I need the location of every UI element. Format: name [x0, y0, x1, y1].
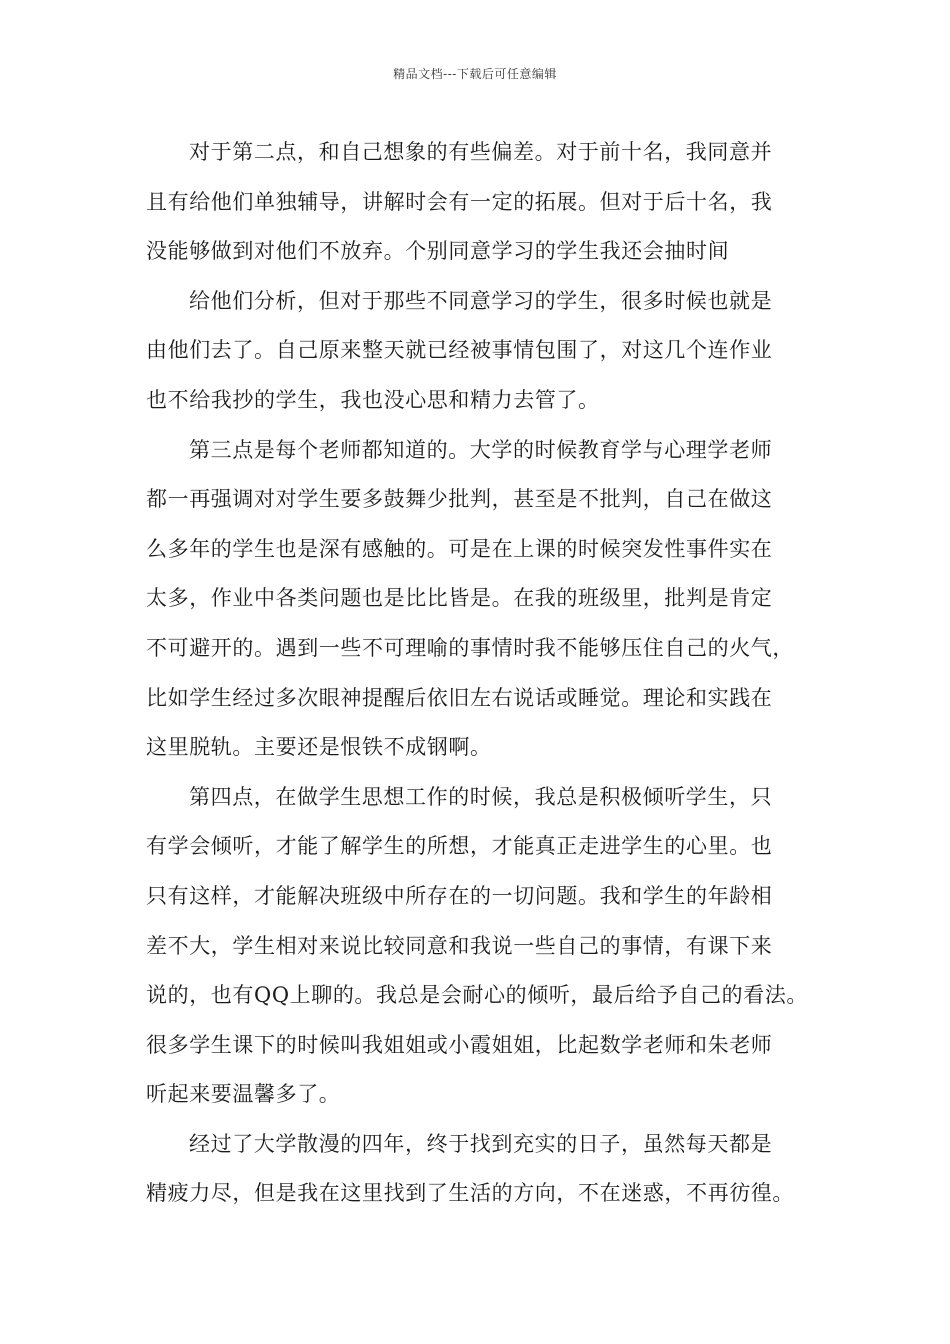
- text-line: 对于第二点，和自己想象的有些偏差。对于前十名，我同意并: [189, 140, 773, 164]
- text-line: 听起来要温馨多了。: [146, 1082, 341, 1107]
- text-line: 都一再强调对对学生要多鼓舞少批判，甚至是不批判，自己在做这: [146, 487, 773, 512]
- text-line: 比如学生经过多次眼神提醒后依旧左右说话或睡觉。理论和实践在: [146, 685, 773, 710]
- text-line: 有学会倾听，才能了解学生的所想，才能真正走进学生的心里。也: [146, 834, 773, 859]
- text-line: 说的，也有QQ上聊的。我总是会耐心的倾听，最后给予自己的看法。: [146, 983, 809, 1008]
- text-line: 也不给我抄的学生，我也没心思和精力去管了。: [146, 387, 600, 412]
- text-line: 么多年的学生也是深有感触的。可是在上课的时候突发性事件实在: [146, 536, 773, 561]
- text-line: 经过了大学散漫的四年，终于找到充实的日子，虽然每天都是: [189, 1131, 773, 1156]
- text-line: 由他们去了。自己原来整天就已经被事情包围了，对这几个连作业: [146, 338, 773, 363]
- text-line: 第三点是每个老师都知道的。大学的时候教育学与心理学老师: [189, 437, 773, 462]
- text-line: 不可避开的。遇到一些不可理喻的事情时我不能够压住自己的火气，: [146, 635, 794, 660]
- text-line: 差不大，学生相对来说比较同意和我说一些自己的事情，有课下来: [146, 933, 773, 958]
- text-line: 给他们分析，但对于那些不同意学习的学生，很多时候也就是: [189, 288, 773, 313]
- document-body: [146, 128, 826, 1219]
- text-line: 且有给他们单独辅导，讲解时会有一定的拓展。但对于后十名，我: [146, 189, 773, 214]
- page-header: 精品文档---下载后可任意编辑: [393, 67, 557, 81]
- text-line: 第四点，在做学生思想工作的时候，我总是积极倾听学生，只: [189, 784, 773, 809]
- text-line: 很多学生课下的时候叫我姐姐或小霞姐姐，比起数学老师和朱老师: [146, 1032, 773, 1057]
- text-line: 太多，作业中各类问题也是比比皆是。在我的班级里，批判是肯定: [146, 586, 773, 611]
- text-line: 只有这样，才能解决班级中所存在的一切问题。我和学生的年龄相: [146, 883, 773, 908]
- text-line: 这里脱轨。主要还是恨铁不成钢啊。: [146, 735, 492, 760]
- text-line: 没能够做到对他们不放弃。个别同意学习的学生我还会抽时间: [146, 239, 730, 264]
- text-line: 精疲力尽，但是我在这里找到了生活的方向，不在迷惑，不再彷徨。: [146, 1181, 794, 1206]
